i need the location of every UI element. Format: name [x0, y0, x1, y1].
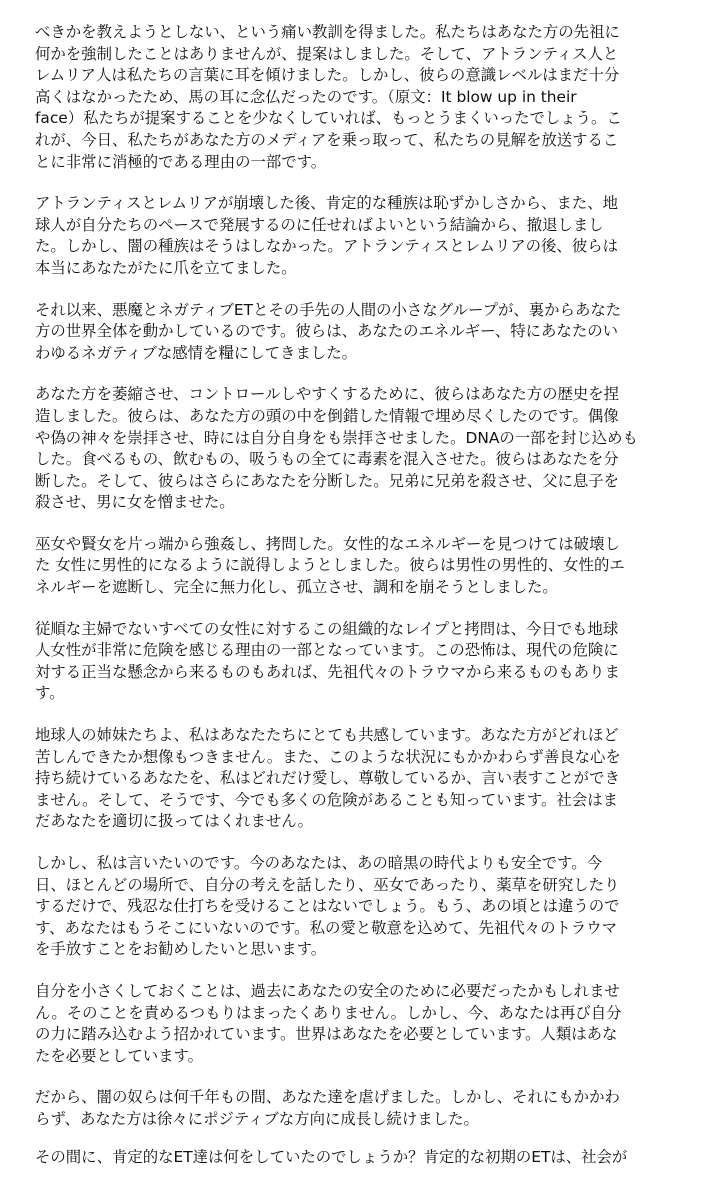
paragraph-7: 地球人の姉妹たちよ、私はあなたたちにとても共感しています。あなた方がどれほど 苦しんできたか想像もつきません。また、このような状況にもかかわらず善良な心を 持ち続けているあなたを、私はどれだけ愛し、尊敬しているか、言い表すことができ ません。そして、そうです、今でも多くの危険があることも知っています。社会はま だあなたを適切に扱ってはくれません。 — [35, 726, 621, 831]
paragraph-6: 従順な主婦でないすべての女性に対するこの組織的なレイプと拷問は、今日でも地球 人女性が非常に危険を感じる理由の一部となっています。この恐怖は、現代の危険に 対する正当な懸念から来るものもあれば、先祖代々のトラウマから来るものもありま す。 — [35, 619, 620, 703]
paragraph-3: それ以来、悪魔とネガティブETとその手先の人間の小さなグループが、裏からあなた 方の世界全体を動かしているのです。彼らは、あなたのエネルギー、特にあなたのい わゆるネガティブな感情を糧にしてきました。 — [35, 300, 622, 362]
paragraph-4: あなた方を萎縮させ、コントロールしやすくするために、彼らはあなた方の歴史を捏 造しました。彼らは、あなた方の頭の中を倒錯した情報で埋め尽くしたのです。偶像 や偽の神々を崇拝させ、時には自分自身をも崇拝させました。DNAの一部を封じ込めも した。食べるもの、飲むもの、吸うもの全てに毒素を混入させた。彼らはあなたを分 断した。そして、彼らはさらにあなたを分断した。兄弟に兄弟を殺させ、父に息子を 殺させ、男に女を憎ませた。 — [35, 385, 638, 512]
document-page — [35, 22, 691, 1188]
paragraph-10: だから、闇の奴らは何千年もの間、あなた達を虐げました。しかし、それにもかかわ らず、あなた方は徐々にポジティブな方向に成長し続けました。 — [35, 1088, 620, 1128]
paragraph-9: 自分を小さくしておくことは、過去にあなたの安全のために必要だったかもしれませ ん。そのことを責めるつもりはまったくありません。しかし、今、あなたは再び自分 の力に踏み込むよう招かれています。世界はあなたを必要としています。人類はあな たを必要としています。 — [35, 981, 622, 1065]
paragraph-2: アトランティスとレムリアが崩壊した後、肯定的な種族は恥ずかしさから、また、地 球人が自分たちのペースで発展するのに任せればよいという結論から、撤退しまし た。しかし、闇の種族はそうはしなかった。アトランティスとレムリアの後、彼らは 本当にあなたがたに爪を立てました。 — [35, 194, 618, 277]
paragraph-8: しかし、私は言いたいのです。今のあなたは、あの暗黒の時代よりも安全です。今 日、ほとんどの場所で、自分の考えを話したり、巫女であったり、薬草を研究したり するだけで、残忍な仕打ちを受けることはないでしょう。もう、あの頃とは違うので す、あなたはもうそこにいないのです。私の愛と敬意を込めて、先祖代々のトラウマ を手放すことをお勧めしたいと思います。 — [35, 854, 620, 959]
paragraph-1: べきかを教えようとしない、という痛い教訓を得ました。私たちはあなた方の先祖に 何かを強制したことはありませんが、提案はしました。そして、アトランティス人と レムリア人は私たちの言葉に耳を傾けました。しかし、彼らの意識レベルはまだ十分 高くはなかったため、馬の耳に念仏だったのです。（原文：It blow up in their face）私たちが提案することを少なくしていれば、もっとうまくいったでしょう。こ れが、今日、私たちがあなた方のメディアを乗っ取って、私たちの見解を放送するこ とに非常に消極的である理由の一部です。 — [35, 23, 622, 171]
paragraph-11: その間に、肯定的なET達は何をしていたのでしょうか？肯定的な初期のETは、社会が — [35, 1147, 628, 1166]
paragraph-5: 巫女や賢女を片っ端から強姦し、拷問した。女性的なエネルギーを見つけては破壊し た 女性に男性的になるように説得しようとしました。彼らは男性の男性的、女性的エ ネルギーを遮断し、完全に無力化し、孤立させ、調和を崩そうとしました。 — [35, 534, 625, 597]
